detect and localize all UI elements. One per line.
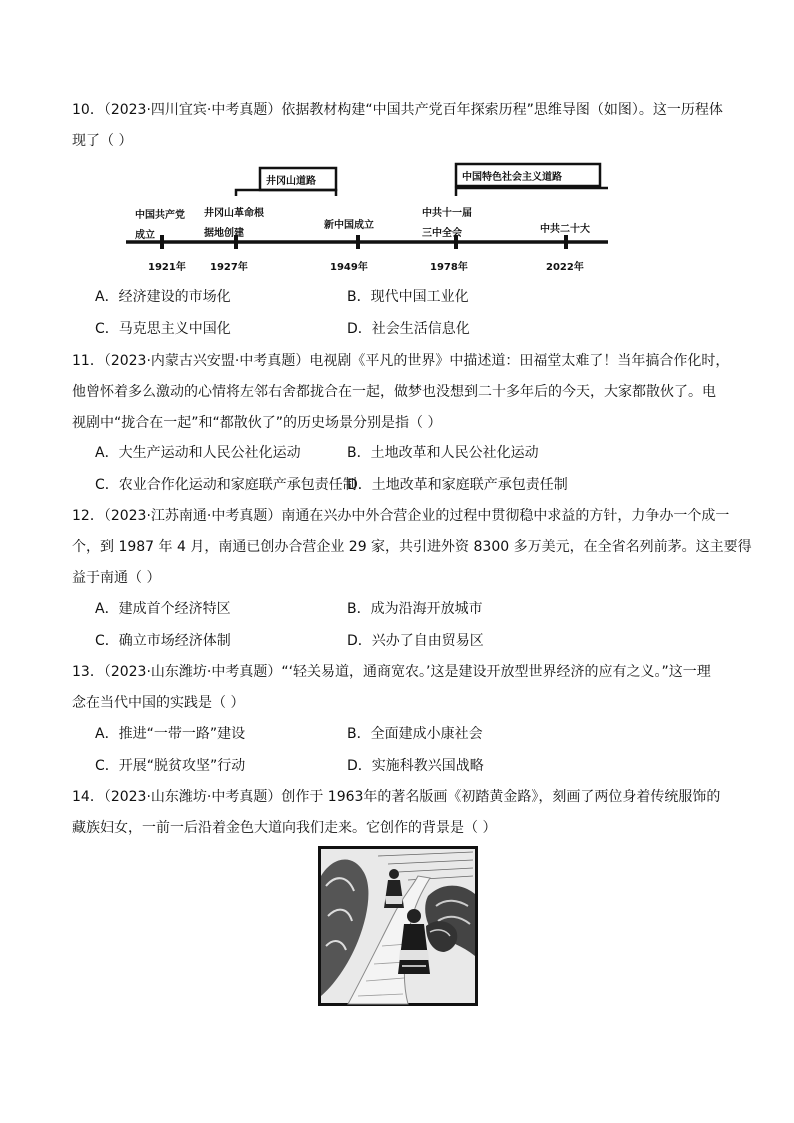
year-1978: 1978年	[430, 262, 468, 273]
q10-option-a: A．经济建设的市场化	[95, 289, 231, 305]
q13-stem-line1: 13．（2023·山东潍坊·中考真题）“‘轻关易道，通商宽农。’这是建设开放型世界经济的应有之义。”这一理	[72, 664, 711, 680]
q11-option-b: B．土地改革和人民公社化运动	[347, 445, 539, 461]
q12-option-a: A．建成首个经济特区	[95, 601, 231, 617]
q13-option-a: A．推进“一带一路”建设	[95, 726, 246, 742]
year-1949: 1949年	[330, 262, 368, 273]
q11-stem-line3: 视剧中“拢合在一起”和“都散伙了”的历史场景分别是指（ ）	[72, 415, 442, 431]
timeline-figure	[126, 158, 608, 278]
event-1927-line1: 井冈山革命根	[204, 208, 264, 219]
box2-label: 中国特色社会主义道路	[462, 172, 562, 183]
event-1978-line1: 中共十一届	[422, 208, 472, 219]
event-2022-line1: 中共二十大	[540, 224, 590, 235]
q13-option-b: B．全面建成小康社会	[347, 726, 483, 742]
event-1927-line2: 据地创建	[204, 228, 244, 239]
q11-option-c: C．农业合作化运动和家庭联产承包责任制	[95, 477, 357, 493]
box1-label: 井冈山道路	[266, 176, 316, 187]
q10-option-d: D．社会生活信息化	[347, 321, 470, 337]
q12-option-c: C．确立市场经济体制	[95, 633, 231, 649]
q10-option-c: C．马克思主义中国化	[95, 321, 231, 337]
q13-stem-line2: 念在当代中国的实践是（ ）	[72, 695, 245, 711]
q12-stem-line2: 个，到 1987 年 4 月，南通已创办合营企业 29 家，共引进外资 8300 多万美元，在全省名列前茅。这主要得	[72, 539, 752, 555]
event-1949-line1: 新中国成立	[324, 220, 374, 231]
bracket-right	[456, 188, 608, 196]
q10-stem-line1: 10．（2023·四川宜宾·中考真题）依据教材构建“中国共产党百年探索历程”思维导图（如图）。这一历程体	[72, 102, 723, 118]
event-1921-line2: 成立	[135, 230, 155, 241]
q11-option-a: A．大生产运动和人民公社化运动	[95, 445, 301, 461]
q14-stem-line2: 藏族妇女，一前一后沿着金色大道向我们走来。它创作的背景是（ ）	[72, 820, 497, 836]
q11-stem-line1: 11．（2023·内蒙古兴安盟·中考真题）电视剧《平凡的世界》中描述道：田福堂太难了！当年搞合作化时，	[72, 353, 730, 369]
q12-option-d: D．兴办了自由贸易区	[347, 633, 484, 649]
q13-option-c: C．开展“脱贫攻坚”行动	[95, 758, 246, 774]
q10-stem-line2: 现了（ ）	[72, 133, 133, 149]
q10-option-b: B．现代中国工业化	[347, 289, 469, 305]
event-1921-line1: 中国共产党	[135, 210, 185, 221]
woodcut-print-image	[318, 846, 478, 1006]
bracket-left	[236, 190, 336, 196]
year-2022: 2022年	[546, 262, 584, 273]
q12-stem-line3: 益于南通（ ）	[72, 570, 161, 586]
q12-stem-line1: 12．（2023·江苏南通·中考真题）南通在兴办中外合营企业的过程中贯彻稳中求益的方针，力争办一个成一	[72, 508, 730, 524]
year-1921: 1921年	[148, 262, 186, 273]
q11-option-d: D．土地改革和家庭联产承包责任制	[347, 477, 568, 493]
event-1978-line2: 三中全会	[422, 228, 462, 239]
q14-stem-line1: 14．（2023·山东潍坊·中考真题）创作于 1963年的著名版画《初踏黄金路》，刻画了两位身着传统服饰的	[72, 789, 721, 805]
q11-stem-line2: 他曾怀着多么激动的心情将左邻右舍都拢合在一起，做梦也没想到二十多年后的今天，大家都散伙了。电	[72, 384, 716, 400]
q12-option-b: B．成为沿海开放城市	[347, 601, 483, 617]
q13-option-d: D．实施科教兴国战略	[347, 758, 484, 774]
year-1927: 1927年	[210, 262, 248, 273]
